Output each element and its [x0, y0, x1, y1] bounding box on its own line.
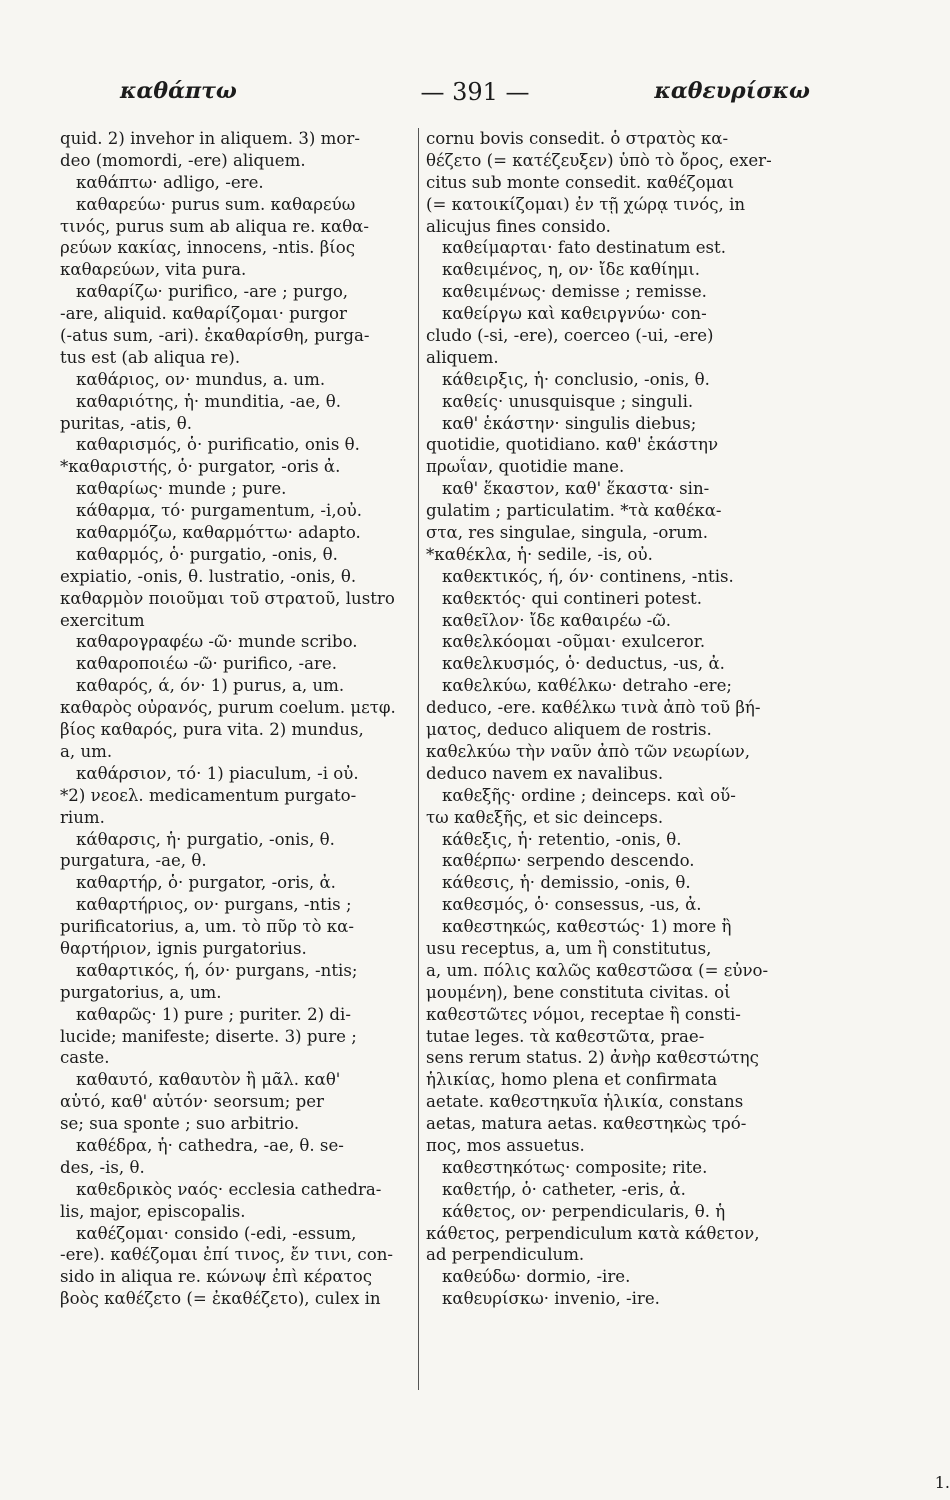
- text-line: κάθεσις, ἡ· demissio, -onis, θ.: [442, 873, 691, 893]
- text-line: κάθετος, perpendiculum κατὰ κάθετον,: [426, 1223, 760, 1243]
- page-number: — 391 —: [420, 78, 530, 106]
- text-line: purificatorius, a, um. τὸ πῦρ τὸ κα-: [60, 917, 354, 937]
- text-line: καθαρογραφέω -ῶ· munde scribo.: [76, 632, 358, 652]
- text-line: aliquem.: [426, 347, 499, 367]
- text-line: καθεῖλον· ἴδε καθαιρέω -ῶ.: [442, 610, 672, 630]
- text-line: κάθετος, ον· perpendicularis, θ. ἡ: [442, 1201, 726, 1221]
- text-line: καθελκύω τὴν ναῦν ἀπὸ τῶν νεωρίων,: [426, 741, 750, 761]
- text-line: aetate. καθεστηκυῖα ἡλικία, constans: [426, 1092, 744, 1112]
- text-line: βίος καθαρός, pura vita. 2) mundus,: [60, 720, 364, 740]
- text-line: καθαρὸς οὐρανός, purum coelum. μετφ.: [60, 698, 396, 718]
- text-line: lucide; manifeste; diserte. 3) pure ;: [60, 1026, 357, 1046]
- text-line: cornu bovis consedit. ὁ στρατὸς κα-: [426, 129, 729, 148]
- text-line: καθείργω καὶ καθειργνύω· con-: [442, 304, 707, 324]
- left-column: [60, 128, 414, 1310]
- text-line: καθαρεύων, vita pura.: [60, 260, 247, 280]
- text-line: expiatio, -onis, θ. lustratio, -onis, θ.: [60, 566, 357, 586]
- text-line: πρωΐαν, quotidie mane.: [426, 457, 625, 477]
- text-line: ἡλικίας, homo plena et confirmata: [426, 1070, 718, 1090]
- text-line: se; sua sponte ; suo arbitrio.: [60, 1114, 300, 1134]
- text-line: alicujus fines consido.: [426, 216, 611, 236]
- text-line: a, um. πόλις καλῶς καθεστῶσα (= εὐνο-: [426, 960, 769, 980]
- text-line: καθεστῶτες νόμοι, receptae ἢ consti-: [426, 1004, 741, 1024]
- text-line: καθ' ἕκαστον, καθ' ἕκαστα· sin-: [442, 479, 710, 499]
- text-line: καθαρτήρ, ὁ· purgator, -oris, ἀ.: [76, 873, 336, 893]
- text-line: θαρτήριον, ignis purgatorius.: [60, 938, 307, 958]
- text-line: αὑτό, καθ' αὑτόν· seorsum; per: [60, 1092, 324, 1112]
- text-line: καθαρίως· munde ; pure.: [76, 479, 287, 499]
- text-line: καθειμένος, η, ον· ἴδε καθίημι.: [442, 260, 701, 280]
- text-line: ad perpendiculum.: [426, 1245, 585, 1265]
- header-left-guide-word: καθάπτω: [120, 78, 237, 104]
- text-line: καθάριος, ον· mundus, a. um.: [76, 369, 326, 389]
- corner-mark: 1.: [934, 1473, 950, 1492]
- text-line: sido in aliqua re. κώνωψ ἐπὶ κέρατος: [60, 1267, 373, 1287]
- text-line: καθάπτω· adligo, -ere.: [76, 172, 264, 192]
- text-line: deo (momordi, -ere) aliquem.: [60, 150, 306, 170]
- text-line: καθαρεύω· purus sum. καθαρεύω: [76, 194, 356, 214]
- text-line: *καθέκλα, ἡ· sedile, -is, οὐ.: [426, 544, 653, 564]
- text-line: καθαρμόζω, καθαρμόττω· adapto.: [76, 523, 361, 543]
- text-line: καθαρμός, ὁ· purgatio, -onis, θ.: [76, 544, 338, 564]
- text-line: καθέδρα, ἡ· cathedra, -ae, θ. se-: [76, 1135, 344, 1155]
- text-line: καθαρῶς· 1) pure ; puriter. 2) di-: [76, 1004, 351, 1024]
- text-line: θέζετο (= κατέζευξεν) ὑπὸ τὸ ὄρος, exer-: [426, 150, 772, 170]
- text-line: καθαροποιέω -ῶ· purifico, -are.: [76, 654, 337, 674]
- text-line: καθαρμὸν ποιοῦμαι τοῦ στρατοῦ, lustro: [60, 588, 395, 608]
- text-line: καθαρός, ά, όν· 1) purus, a, um.: [76, 676, 345, 696]
- text-line: τινός, purus sum ab aliqua re. καθα-: [60, 216, 369, 236]
- text-line: caste.: [60, 1048, 110, 1068]
- text-line: πος, mos assuetus.: [426, 1135, 585, 1155]
- header-right-guide-word: καθευρίσκω: [654, 78, 810, 104]
- text-line: tus est (ab aliqua re).: [60, 347, 241, 367]
- text-line: cludo (-si, -ere), coerceo (-ui, -ere): [426, 326, 714, 346]
- text-line: καθαριότης, ἡ· munditia, -ae, θ.: [76, 391, 342, 411]
- text-line: exercitum: [60, 610, 145, 630]
- text-line: -are, aliquid. καθαρίζομαι· purgor: [60, 304, 347, 324]
- text-line: des, -is, θ.: [60, 1157, 145, 1177]
- text-line: μουμένη), bene constituta civitas. οἱ: [426, 982, 731, 1002]
- text-line: -ere). καθέζομαι ἐπί τινος, ἔν τινι, con-: [60, 1245, 393, 1265]
- text-line: καθείς· unusquisque ; singuli.: [442, 391, 694, 411]
- text-line: καθεσμός, ὁ· consessus, -us, ἀ.: [442, 895, 702, 915]
- text-line: κάθειρξις, ἡ· conclusio, -onis, θ.: [442, 369, 710, 389]
- text-line: *καθαριστής, ὁ· purgator, -oris ἀ.: [60, 457, 341, 477]
- text-line: καθεκτικός, ή, όν· continens, -ntis.: [442, 566, 734, 586]
- column-divider: [418, 128, 419, 1390]
- text-line: κάθεξις, ἡ· retentio, -onis, θ.: [442, 829, 682, 849]
- text-line: rium.: [60, 807, 105, 827]
- text-line: καθαρίζω· purifico, -are ; purgo,: [76, 282, 349, 302]
- text-line: καθεδρικὸς ναός· ecclesia cathedra-: [76, 1179, 382, 1199]
- text-line: καθαρτήριος, ον· purgans, -ntis ;: [76, 895, 352, 915]
- text-line: purgatorius, a, um.: [60, 982, 222, 1002]
- text-line: καθέρπω· serpendo descendo.: [442, 851, 695, 871]
- text-line: καθεκτός· qui contineri potest.: [442, 588, 702, 608]
- text-line: καθελκόομαι -οῦμαι· exulceror.: [442, 632, 706, 652]
- text-line: deduco navem ex navalibus.: [426, 763, 664, 783]
- text-line: tutae leges. τὰ καθεστῶτα, prae-: [426, 1026, 705, 1046]
- text-line: κάθαρσις, ἡ· purgatio, -onis, θ.: [76, 829, 335, 849]
- text-line: a, um.: [60, 741, 113, 761]
- text-line: κάθαρμα, τό· purgamentum, -i,οὐ.: [76, 501, 362, 521]
- text-line: καθέζομαι· consido (-edi, -essum,: [76, 1223, 357, 1243]
- text-line: quid. 2) invehor in aliquem. 3) mor-: [60, 129, 360, 148]
- text-line: deduco, -ere. καθέλκω τινὰ ἀπὸ τοῦ βή-: [426, 698, 761, 718]
- text-line: καθ' ἑκάστην· singulis diebus;: [442, 413, 697, 433]
- text-line: καθαρτικός, ή, όν· purgans, -ntis;: [76, 960, 358, 980]
- text-line: καθεστηκώς, καθεστώς· 1) more ἢ: [442, 917, 732, 937]
- text-line: gulatim ; particulatim. *τὰ καθέκα-: [426, 501, 722, 521]
- text-line: καθεστηκότως· composite; rite.: [442, 1157, 708, 1177]
- text-line: καθελκύω, καθέλκω· detraho -ere;: [442, 676, 733, 696]
- text-line: στα, res singulae, singula, -orum.: [426, 523, 708, 543]
- text-line: καθειμένως· demisse ; remisse.: [442, 282, 707, 302]
- text-line: καθαρισμός, ὁ· purificatio, onis θ.: [76, 435, 360, 455]
- text-line: ματος, deduco aliquem de rostris.: [426, 720, 712, 740]
- text-line: (= κατοικίζομαι) ἐν τῇ χώρᾳ τινός, in: [426, 194, 746, 214]
- right-column: [426, 128, 788, 1310]
- text-line: sens rerum status. 2) ἀνὴρ καθεστώτης: [426, 1048, 759, 1068]
- text-line: καθείμαρται· fato destinatum est.: [442, 238, 726, 258]
- text-line: purgatura, -ae, θ.: [60, 851, 207, 871]
- text-line: citus sub monte consedit. καθέζομαι: [426, 172, 735, 192]
- text-line: puritas, -atis, θ.: [60, 413, 192, 433]
- text-line: καθεύδω· dormio, -ire.: [442, 1267, 631, 1287]
- text-line: καθαυτό, καθαυτὸν ἢ μᾶλ. καθ': [76, 1070, 341, 1090]
- text-line: lis, major, episcopalis.: [60, 1201, 246, 1221]
- text-line: aetas, matura aetas. καθεστηκὼς τρό-: [426, 1114, 747, 1134]
- text-line: βοὸς καθέζετο (= ἐκαθέζετο), culex in: [60, 1289, 381, 1309]
- text-line: (-atus sum, -ari). ἐκαθαρίσθη, purga-: [60, 326, 370, 346]
- text-line: usu receptus, a, um ἢ constitutus,: [426, 938, 712, 958]
- text-line: καθεξῆς· ordine ; deinceps. καὶ οὕ-: [442, 785, 736, 805]
- text-line: καθάρσιον, τό· 1) piaculum, -i οὐ.: [76, 763, 359, 783]
- text-line: ρεύων κακίας, innocens, -ntis. βίος: [60, 238, 356, 258]
- text-line: καθετήρ, ὁ· catheter, -eris, ἀ.: [442, 1179, 686, 1199]
- text-line: quotidie, quotidiano. καθ' ἑκάστην: [426, 435, 719, 455]
- text-line: *2) νεοελ. medicamentum purgato-: [60, 785, 357, 805]
- text-line: καθελκυσμός, ὁ· deductus, -us, ἀ.: [442, 654, 725, 674]
- running-header: [0, 78, 950, 114]
- text-line: καθευρίσκω· invenio, -ire.: [442, 1289, 660, 1309]
- text-line: τω καθεξῆς, et sic deinceps.: [426, 807, 664, 827]
